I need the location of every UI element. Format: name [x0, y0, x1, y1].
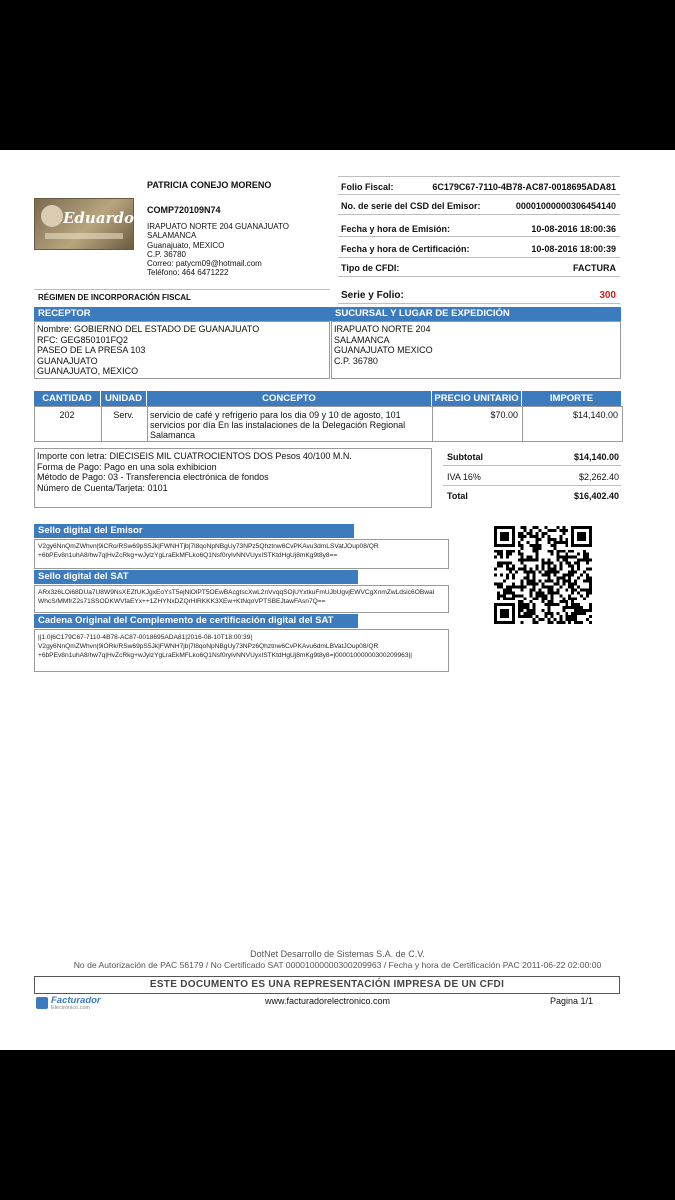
total-label: Total: [447, 491, 468, 501]
row-concepto: servicio de café y refrigerio para los dia 09 y 10 de agosto, 101 servicios por día En las instalaciones de la Delegación Regional Salamanca: [150, 410, 406, 440]
issuer-name: PATRICIA CONEJO MORENO: [147, 180, 272, 190]
cadena-header: Cadena Original del Complemento de certificación digital del SAT: [34, 614, 358, 628]
facturador-logo: [36, 995, 116, 1013]
cfdi-notice: ESTE DOCUMENTO ES UNA REPRESENTACIÓN IMPRESA DE UN CFDI: [34, 976, 620, 994]
col-unidad: UNIDAD: [101, 391, 146, 406]
folio-fiscal-label: Folio Fiscal:: [341, 182, 394, 192]
invoice-page: [0, 150, 675, 1050]
serie-folio-value: 300: [599, 290, 616, 301]
subtotal-value: $14,140.00: [573, 452, 619, 462]
sello-sat-text: ARx3z6LOi68DUa7U8W9NsXEZfUKJgxEoYsT5ejNlOlPT5OEwBAcgtscXwL2nVvqqSOjUYxtkuFmUJbUgvjEWVCgXnmZwLdsic6OBwaI WhcS/MMfrZ2s71SSODKWVfaEYx++1ZHYNxDZQrHlRKKK3XEw+KtNqoVPTSBEJtawFAsn7Q==: [34, 585, 449, 613]
receptor-details: Nombre: GOBIERNO DEL ESTADO DE GUANAJUATO RFC: GEG850101FQ2 PASEO DE LA PRESA 103 GUANAJUATO GUANAJUATO, MEXICO: [34, 321, 330, 379]
row-unidad: Serv.: [113, 410, 134, 420]
sello-sat-header: Sello digital del SAT: [34, 570, 358, 584]
sucursal-header: SUCURSAL Y LUGAR DE EXPEDICIÓN: [331, 307, 621, 321]
row-importe: $14,140.00: [572, 410, 618, 420]
col-concepto: CONCEPTO: [147, 391, 431, 406]
issuer-logo: [34, 198, 147, 250]
facturador-logo-subtext: Electrónico.com: [51, 1005, 91, 1011]
facturador-logo-icon: [36, 997, 48, 1009]
logo-fork-icon: [41, 205, 63, 227]
cadena-text: ||1.0|6C179C67-7110-4B78-AC87-0018695ADA81|2016-08-10T18:00:39| V2gy6NnQmZWhvn|9iORk/RSw69pS5Jk|FWNH7jb|7l8qoNpNBgUy73NPz6Qhztnw6CvPKAvu6dmLBVatJOup08/QR +6bPEv8n1uhA8/hw7q|HvZcRkg+wJylzYgLraEkMFLko6Q1Nsf0ryIvNNVUyxISTKtdHgUj8mKg9t8y8=|00001000000300209963||: [34, 629, 449, 672]
qr-code: [494, 526, 592, 624]
footer-authorization: No de Autorización de PAC 56179 / No Certificado SAT 00001000000300209963 / Fecha y hora de Certificación PAC 2011-06-22 02:00:00: [73, 960, 602, 970]
tipo-cfdi-label: Tipo de CFDI:: [341, 263, 400, 273]
footer-provider: DotNet Desarrollo de Sistemas S.A. de C.V.: [250, 949, 425, 959]
emision-value: 10-08-2016 18:00:36: [531, 224, 616, 234]
total-value: $16,402.40: [573, 491, 619, 501]
page-number: Pagina 1/1: [550, 996, 594, 1006]
issuer-address: IRAPUATO NORTE 204 GUANAJUATO SALAMANCA Guanajuato, MEXICO C.P. 36780 Correo: patycm09@hotmail.com Teléfono: 464 6471222: [147, 222, 289, 278]
emision-label: Fecha y hora de Emisión:: [341, 224, 451, 234]
col-cantidad: CANTIDAD: [34, 391, 100, 406]
sucursal-details: IRAPUATO NORTE 204 SALAMANCA GUANAJUATO MEXICO C.P. 36780: [331, 321, 621, 379]
logo-text: Eduardo's: [63, 209, 147, 227]
receptor-header: RECEPTOR: [34, 307, 332, 321]
iva-value: $2,262.40: [578, 472, 619, 482]
table-row: [34, 406, 621, 442]
csd-label: No. de serie del CSD del Emisor:: [341, 201, 481, 211]
csd-value: 00001000000306454140: [515, 201, 616, 211]
issuer-rfc: COMP720109N74: [147, 205, 221, 215]
footer-website[interactable]: www.facturadorelectronico.com: [265, 996, 391, 1006]
logo-subtitle-bar: [45, 233, 123, 239]
iva-label: IVA 16%: [447, 472, 481, 482]
serie-folio-label: Serie y Folio:: [341, 290, 404, 301]
certificacion-value: 10-08-2016 18:00:39: [531, 244, 616, 254]
col-precio: PRECIO UNITARIO: [432, 391, 521, 406]
row-cantidad: 202: [59, 410, 75, 420]
payment-info: Importe con letra: DIECISEIS MIL CUATROCIENTOS DOS Pesos 40/100 M.N. Forma de Pago: Pago en una sola exhibicion Método de Pago: 03 - Transferencia electrónica de fondos Número de Cuenta/Tarjeta: 0101: [34, 448, 432, 508]
tipo-cfdi-value: FACTURA: [573, 263, 616, 273]
col-importe: IMPORTE: [522, 391, 621, 406]
folio-fiscal-value: 6C179C67-7110-4B78-AC87-0018695ADA81: [432, 182, 616, 192]
subtotal-label: Subtotal: [447, 452, 483, 462]
row-precio: $70.00: [490, 410, 518, 420]
sello-emisor-text: V2gy6NnQmZWhvn|9iCRo/RSw69pS5Jk|FWNHTjb|7l8qoNpNBgUy73NPz5Qhztnw6CvPKAvu3dmLSVatJOup08/QR +6bPEv8n1uhA8/hw7q|HvZcRkg+wJylzYgLraEkMFLko6Q1Nsf0ryIvNNVUyxISTKtdHgUj8mKg9t8y8==: [34, 539, 449, 569]
facturador-logo-text: Facturador: [51, 995, 101, 1006]
certificacion-label: Fecha y hora de Certificación:: [341, 244, 470, 254]
regimen-fiscal: RÉGIMEN DE INCORPORACIÓN FISCAL: [38, 293, 191, 302]
sello-emisor-header: Sello digital del Emisor: [34, 524, 354, 538]
